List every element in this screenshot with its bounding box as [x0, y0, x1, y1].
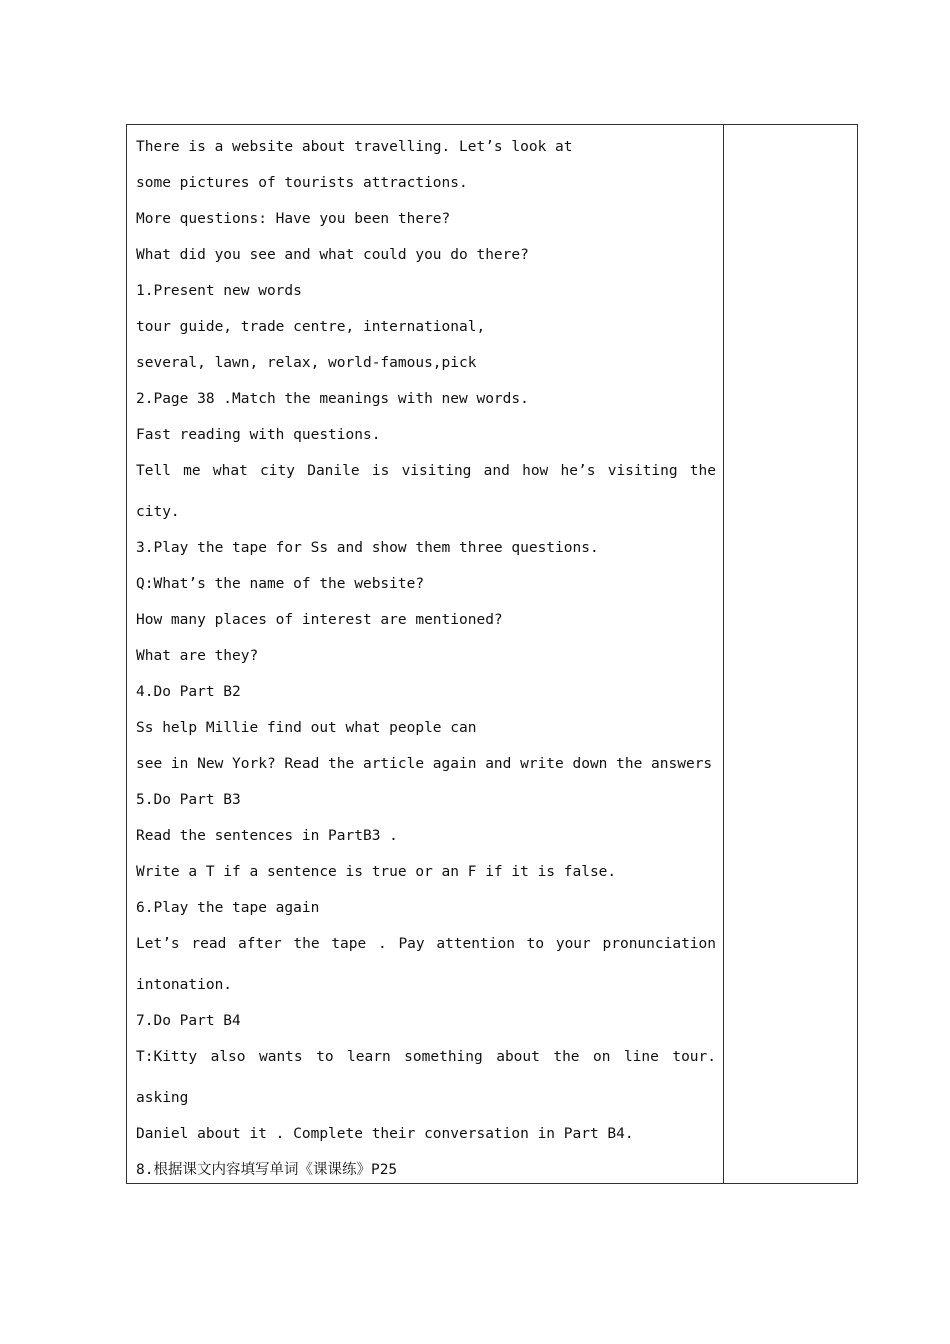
text-line: Daniel about it . Complete their conversation in Part B4. [136, 1126, 634, 1142]
text-line: intonation. [136, 977, 233, 993]
text-line: Ss help Millie find out what people can [136, 720, 477, 736]
text-line: 2.Page 38 .Match the meanings with new words. [136, 391, 529, 407]
text-line: tour guide, trade centre, international, [136, 319, 486, 335]
text-line: 7.Do Part B4 [136, 1013, 241, 1029]
text-line: 5.Do Part B3 [136, 792, 241, 808]
text-line: What did you see and what could you do there? [136, 247, 529, 263]
text-line: see in New York? Read the article again and write down the answers [136, 756, 713, 772]
text-line: Let’s read after the tape . Pay attention to your pronunciation [136, 936, 716, 952]
text-line: 8.根据课文内容填写单词《课课练》P25 [136, 1162, 398, 1178]
text-line: Tell me what city Danile is visiting and how he’s visiting the [136, 463, 716, 479]
notes-cell [724, 125, 857, 1183]
text-line: What are they? [136, 648, 259, 664]
text-line: 6.Play the tape again [136, 900, 320, 916]
text-line: 3.Play the tape for Ss and show them three questions. [136, 540, 599, 556]
text-line: 1.Present new words [136, 283, 302, 299]
text-line: Fast reading with questions. [136, 427, 381, 443]
text-line: some pictures of tourists attractions. [136, 175, 468, 191]
lesson-table [126, 124, 858, 1184]
text-line: Read the sentences in PartB3 . [136, 828, 398, 844]
text-line: There is a website about travelling. Let’s look at [136, 139, 573, 155]
text-line: city. [136, 504, 180, 520]
text-line: Write a T if a sentence is true or an F if it is false. [136, 864, 617, 880]
text-line: Q:What’s the name of the website? [136, 576, 425, 592]
text-line: 4.Do Part B2 [136, 684, 241, 700]
text-line: asking [136, 1090, 189, 1106]
teaching-procedure-cell [127, 125, 724, 1183]
text-line: T:Kitty also wants to learn something about the on line tour. [136, 1049, 716, 1065]
text-line: More questions: Have you been there? [136, 211, 451, 227]
text-line: How many places of interest are mentioned? [136, 612, 503, 628]
text-line: several, lawn, relax, world-famous,pick [136, 355, 477, 371]
